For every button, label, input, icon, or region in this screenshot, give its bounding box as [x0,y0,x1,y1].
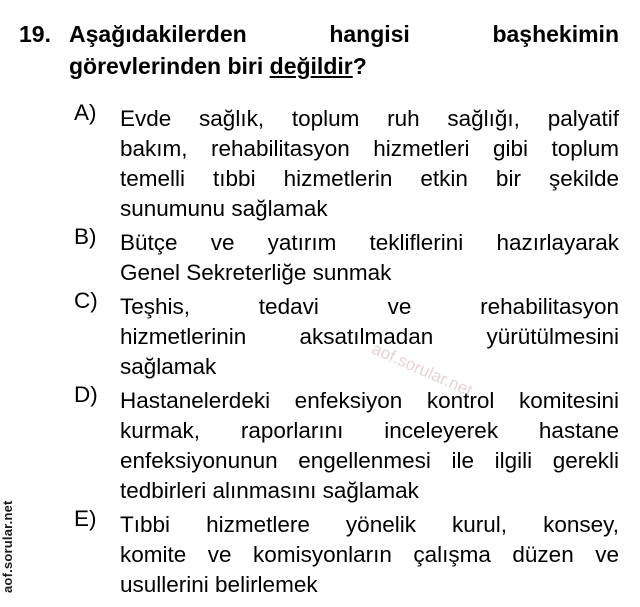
option-line: hizmetlerinin aksatılmadan yürütülmesini [120,324,619,349]
option-line: tedbirleri alınmasını sağlamak [120,478,419,503]
question-word: hangisi [329,21,410,47]
question-mark: ? [352,53,367,79]
option-line: bakım, rehabilitasyon hizmetleri gibi toplum [120,136,619,161]
option-text [120,292,619,382]
option-line: usullerini belirlemek [120,572,318,597]
option-line: Teşhis, tedavi ve rehabilitasyon [120,294,619,319]
option-letter: E) [74,506,97,531]
option-line: komite ve komisyonların çalışma düzen ve [120,542,619,567]
option-line: Tıbbi hizmetlere yönelik kurul, konsey, [120,512,619,537]
negation-emphasis: değildir [269,53,353,79]
option-text [120,104,619,224]
option-line: Evde sağlık, toplum ruh sağlığı, palyatif [120,106,619,131]
question-stem-line-2 [69,50,619,82]
side-watermark: aof.sorular.net [0,500,15,593]
option-b[interactable] [19,224,619,288]
option-line: enfeksiyonunun engellenmesi ile ilgili gerekli [120,448,619,473]
option-line: sunumunu sağlamak [120,196,328,221]
option-d[interactable] [19,382,619,506]
option-e[interactable] [19,506,619,600]
question-text: görevlerinden biri [69,53,270,79]
question-stem [69,18,619,82]
question-word: Aşağıdakilerden [69,21,247,47]
option-line: sağlamak [120,354,217,379]
option-line: kurmak, raporlarını inceleyerek hastane [120,418,619,443]
center-watermark: aof.sorular.net [368,338,476,401]
option-line: Bütçe ve yatırım tekliflerini hazırlayarak [120,230,619,255]
question-number: 19. [19,21,51,47]
option-letter: C) [74,288,98,313]
option-line: temelli tıbbi hizmetlerin etkin bir şekilde [120,166,619,191]
question-stem-line-1 [69,18,619,50]
option-text [120,228,619,288]
option-line: Hastanelerdeki enfeksiyon kontrol komitesini [120,388,619,413]
option-text [120,510,619,600]
question-header [19,18,619,82]
option-a[interactable] [19,100,619,224]
question-block [19,18,619,604]
option-c[interactable] [19,288,619,382]
option-letter: A) [74,100,97,125]
option-text [120,386,619,506]
option-letter: D) [74,382,98,407]
question-word: başhekimin [492,21,619,47]
option-letter: B) [74,224,97,249]
option-line: Genel Sekreterliğe sunmak [120,260,392,285]
answer-options [19,100,619,600]
